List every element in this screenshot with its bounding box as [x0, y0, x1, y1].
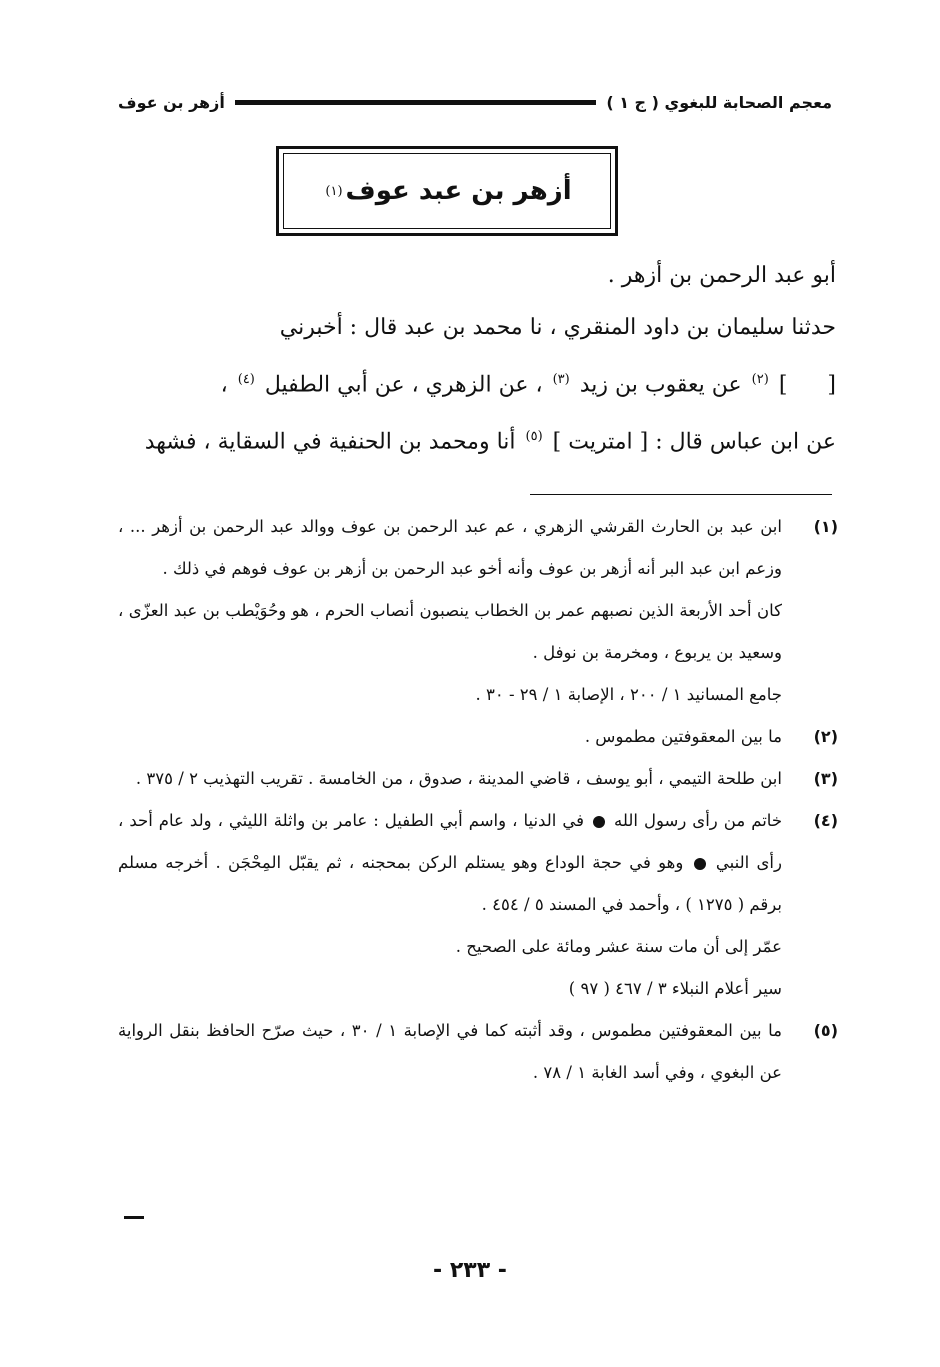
footnote-3 [118, 758, 838, 800]
footnote-number: (١) [813, 517, 838, 536]
footnote-body [118, 1010, 782, 1094]
footnote-ref-3: (٣) [552, 372, 570, 387]
footnote-separator [530, 494, 832, 495]
isnad-text-3: ، [220, 372, 228, 398]
footnotes [118, 506, 838, 1094]
salawat-symbol-icon [694, 858, 706, 870]
entry-title: أزهر بن عبد عوف [345, 176, 572, 206]
footnote-ref-2: (٢) [751, 372, 769, 387]
page-number: - ٢٣٣ - [433, 1258, 507, 1283]
footnote-paragraph: ابن عبد بن الحارث القرشي الزهري ، عم عبد الرحمن بن عوف ووالد عبد الرحمن بن أزهر ... ، وزعم ابن عبد البر أنه أزهر بن عوف وأنه أخو عبد الرحمن بن أزهر بن عوف فوهم في ذلك . [118, 517, 782, 578]
footnote-paragraph: سير أعلام النبلاء ٣ / ٤٦٧ ( ٩٧ ) [568, 979, 782, 998]
running-header [118, 86, 832, 118]
title-frame [276, 146, 618, 236]
footnote-paragraph: ابن طلحة التيمي ، أبو يوسف ، قاضي المدينة ، صدوق ، من الخامسة . تقريب التهذيب ٢ / ٣٧٥ . [135, 769, 782, 788]
footnote-body [118, 716, 782, 758]
isnad-text-1: عن يعقوب بن زيد [579, 372, 742, 398]
footnote-body [118, 506, 782, 716]
footnote-ref-5: (٥) [525, 429, 543, 445]
footnote-paragraph: ما بين المعقوفتين مطموس . [584, 727, 782, 746]
footnote-number: (٤) [813, 811, 838, 830]
bracket-close: ] [778, 372, 788, 398]
footnote-number: (٢) [813, 727, 838, 746]
matn-line [112, 411, 836, 468]
header-rule [235, 100, 596, 105]
footnote-5 [118, 1010, 838, 1094]
footnote-2 [118, 716, 838, 758]
footnote-text: في الدنيا ، واسم أبي الطفيل : عامر بن واثلة الليثي ، ولد عام أحد ، رأى النبي [118, 811, 782, 872]
footnote-1 [118, 506, 838, 716]
footnote-text: خاتم من رأى رسول الله [614, 811, 783, 830]
kunya-line: أبو عبد الرحمن بن أزهر . [607, 263, 836, 288]
isnad-text-2: ، عن الزهري ، عن أبي الطفيل [264, 372, 543, 398]
isnad-line-2 [112, 354, 836, 411]
matn-text-1: عن ابن عباس قال : [ امتريت ] [552, 429, 836, 455]
footnote-text: وهو في حجة الوداع وهو يستلم الركن بمحجنه ، ثم يقبّل المِحْجَن . أخرجه مسلم برقم ( ١٢٧٥ ) ، وأحمد في المسند ٥ / ٤٥٤ . [118, 853, 782, 914]
header-book-title: معجم الصحابة للبغوي ( ج ١ ) [606, 92, 832, 112]
matn-text-2: أنا ومحمد بن الحنفية في السقاية ، فشهد [144, 429, 516, 455]
footnote-paragraph: كان أحد الأربعة الذين نصبهم عمر بن الخطاب ينصبون أنصاب الحرم ، هو وحُوَيْطب بن عبد العزّى ، وسعيد بن يربوع ، ومخرمة بن نوفل . [118, 601, 782, 662]
salawat-symbol-icon [593, 816, 605, 828]
title-frame-inner [283, 153, 611, 229]
header-entry-name: أزهر بن عوف [118, 92, 225, 112]
footnote-ref-4: (٤) [237, 372, 255, 387]
end-dash [124, 1216, 144, 1219]
footnote-paragraph: ما بين المعقوفتين مطموس ، وقد أثبته كما في الإصابة ١ / ٣٠ ، حيث صرّح الحافظ بنقل الرواية عن البغوي ، وفي أسد الغابة ١ / ٧٨ . [118, 1021, 783, 1082]
title-footnote-ref: (١) [325, 183, 343, 199]
footnote-body [118, 800, 782, 1010]
footnote-number: (٣) [813, 769, 838, 788]
footnote-paragraph [118, 800, 782, 926]
bracket-open: [ [827, 372, 836, 398]
isnad-line-1: حدثنا سليمان بن داود المنقري ، نا محمد بن عبد قال : أخبرني [279, 315, 836, 340]
footnote-4 [118, 800, 838, 1010]
footnote-paragraph: جامع المسانيد ١ / ٢٠٠ ، الإصابة ١ / ٢٩ - ٣٠ . [475, 685, 782, 704]
footnote-paragraph: عمّر إلى أن مات سنة عشر ومائة على الصحيح . [455, 937, 782, 956]
main-text [112, 250, 836, 469]
footnote-number: (٥) [813, 1021, 838, 1040]
footnote-body [118, 758, 782, 800]
